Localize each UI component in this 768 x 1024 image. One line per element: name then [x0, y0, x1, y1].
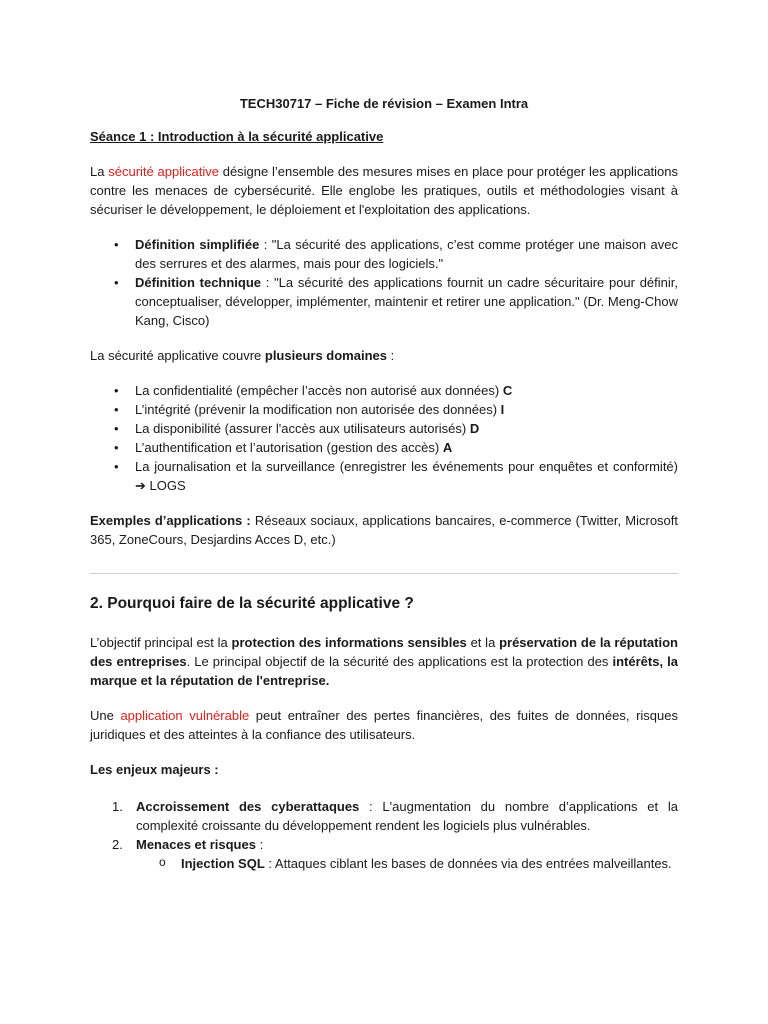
threat-text: : Attaques ciblant les bases de données via des entrées malveillantes. — [264, 856, 672, 871]
text-run: L’objectif principal est la — [90, 635, 232, 650]
list-item — [90, 797, 678, 835]
threat-term: Injection SQL — [181, 856, 265, 871]
domain-letter: I — [500, 402, 505, 417]
domains-intro-suffix: : — [386, 348, 395, 363]
list-item — [90, 381, 678, 400]
domain-text: La disponibilité (assurer l'accès aux utilisateurs autorisés) — [135, 421, 470, 436]
examples-paragraph — [90, 511, 678, 549]
bold-run: préservation de la réputation des entreprises — [90, 635, 678, 669]
list-number: 1. — [112, 799, 123, 814]
domain-text: L’intégrité (prévenir la modification non autorisée des données) — [135, 402, 501, 417]
domain-letter: C — [502, 383, 513, 398]
definition-term: Définition technique — [135, 275, 262, 290]
definition-term: Définition simplifiée — [135, 237, 260, 252]
intro-paragraph — [90, 162, 678, 219]
domain-text: La journalisation et la surveillance (enregistrer les événements pour enquêtes et conformité) — [135, 459, 678, 474]
issues-list — [90, 797, 678, 873]
issue-term: Accroissement des cyberattaques — [136, 799, 360, 814]
intro-text: désigne l’ensemble des mesures mises en place pour protéger les applications contre les menaces de cybersécurité. Elle englobe les pratiques, outils et méthodologies visant à sécuriser le développement, le déploiement et l'exploitation des applications. — [90, 164, 679, 217]
definition-text: : "La sécurité des applications fournit un cadre sécuritaire pour définir, conceptualiser, développer, implémenter, maintenir et retirer une application." (Dr. Meng-Chow Kang, Cisco) — [135, 275, 678, 328]
intro-prefix: La — [90, 164, 109, 179]
text-run: Une — [90, 708, 121, 723]
highlight-term: application vulnérable — [120, 708, 250, 723]
domains-intro-prefix: La sécurité applicative couvre — [90, 348, 265, 363]
text-run: et la — [466, 635, 500, 650]
list-item — [90, 235, 678, 273]
highlight-term: sécurité applicative — [108, 164, 219, 179]
list-item — [90, 273, 678, 330]
issue-text: : L'augmentation du nombre d’applications et la complexité croissante du développement rendent les logiciels plus vulnérables. — [136, 799, 679, 833]
issues-heading-text: Les enjeux majeurs : — [90, 762, 219, 777]
seance-1-heading: Séance 1 : Introduction à la sécurité applicative — [90, 129, 384, 144]
list-number: 2. — [112, 837, 123, 852]
list-item — [90, 400, 678, 419]
text-run: peut entraîner des pertes financières, des fuites de données, risques juridiques et des atteintes à la confiance des utilisateurs. — [90, 708, 678, 742]
list-item — [90, 457, 678, 495]
section-divider — [90, 573, 678, 574]
domain-text: L’authentification et l’autorisation (gestion des accès) — [135, 440, 443, 455]
domains-intro-bold: plusieurs domaines — [264, 348, 387, 363]
issue-text: : — [255, 837, 264, 852]
document-body — [90, 94, 678, 873]
issue-term: Menaces et risques — [136, 837, 256, 852]
document-title: TECH30717 – Fiche de révision – Examen Intra — [239, 96, 529, 111]
domain-letter: D — [469, 421, 480, 436]
list-item — [90, 438, 678, 457]
examples-label: Exemples d’applications : — [90, 513, 251, 528]
issues-heading — [90, 760, 678, 779]
list-item — [90, 835, 678, 873]
list-item — [90, 419, 678, 438]
bold-run: protection des informations sensibles — [231, 635, 467, 650]
domains-intro — [90, 346, 678, 365]
threats-list — [136, 854, 678, 873]
definitions-list — [90, 235, 678, 330]
definition-text: : "La sécurité des applications, c’est comme protéger une maison avec des serrures et des alarmes, mais pour des logiciels." — [135, 237, 678, 271]
domains-list — [90, 381, 678, 495]
bold-run: intérêts, la marque et la réputation de l'entreprise. — [90, 654, 678, 688]
list-item — [136, 854, 678, 873]
text-run: . Le principal objectif de la sécurité des applications est la protection des — [186, 654, 613, 669]
objective-paragraph — [90, 633, 678, 690]
vulnerable-paragraph — [90, 706, 678, 744]
examples-text: Réseaux sociaux, applications bancaires, e-commerce (Twitter, Microsoft 365, ZoneCours, Desjardins Acces D, etc.) — [90, 513, 679, 547]
domain-letter: A — [442, 440, 453, 455]
section-2-heading: 2. Pourquoi faire de la sécurité applicative ? — [90, 595, 414, 612]
domain-text: La confidentialité (empêcher l’accès non autorisé aux données) — [135, 383, 503, 398]
logs-arrow-label: ➔ LOGS — [135, 478, 186, 493]
